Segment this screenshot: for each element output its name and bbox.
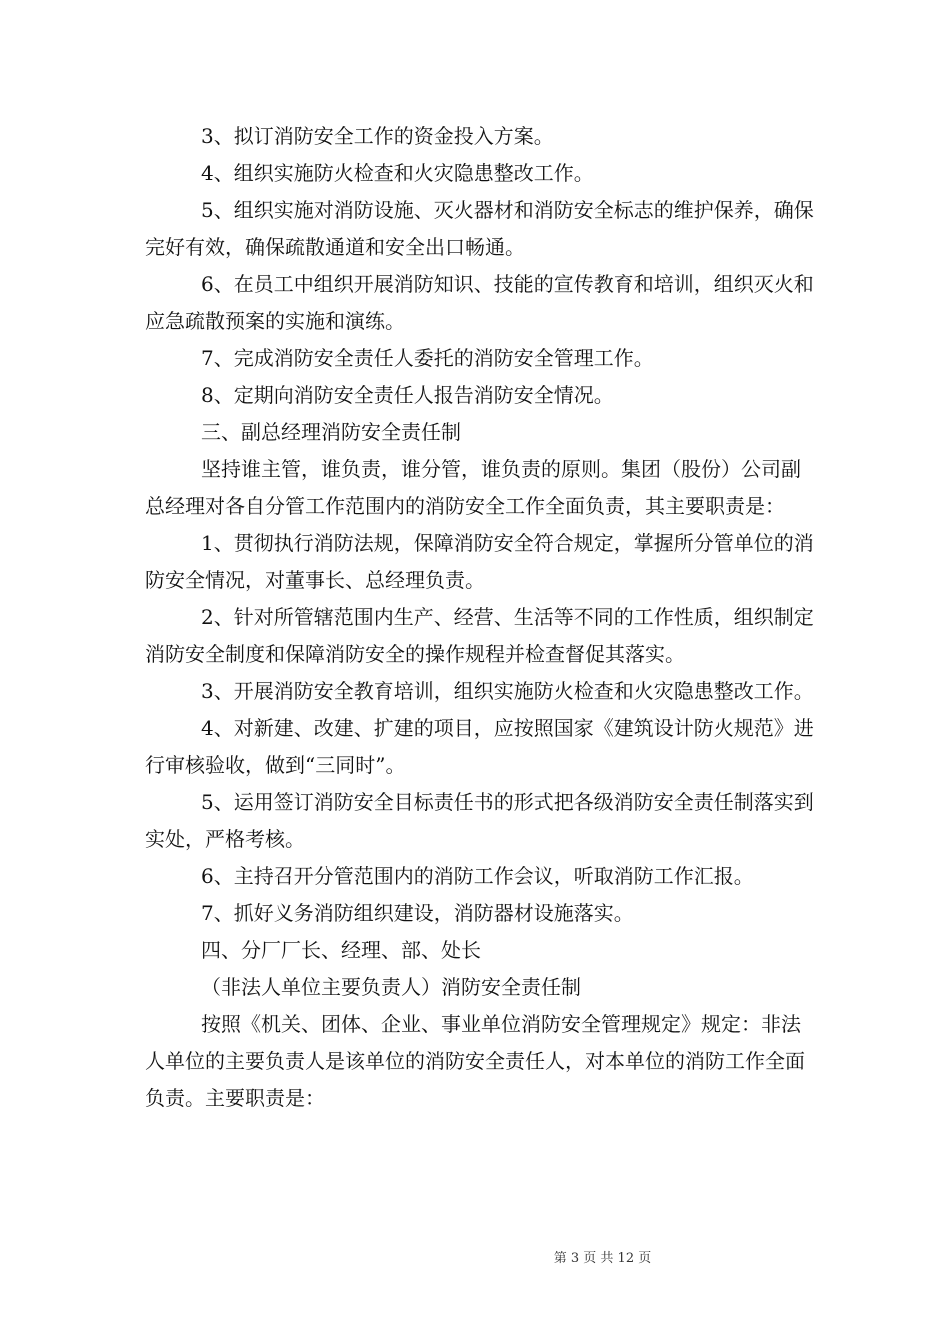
paragraph-3-funding-plan: 3、拟订消防安全工作的资金投入方案。 bbox=[201, 124, 554, 148]
section-heading-4: 四、分厂厂长、经理、部、处长 bbox=[201, 938, 481, 962]
paragraph-5-maintenance: 5、组织实施对消防设施、灭火器材和消防安全标志的维护保养，确保完好有效，确保疏散通道和安全出口畅通。 bbox=[145, 198, 814, 259]
section-3-item-4: 4、对新建、改建、扩建的项目，应按照国家《建筑设计防火规范》进行审核验收，做到“三同时”。 bbox=[145, 716, 814, 777]
page-footer bbox=[0, 1247, 950, 1266]
document-body bbox=[145, 118, 820, 1117]
paragraph-8-reporting: 8、定期向消防安全责任人报告消防安全情况。 bbox=[201, 383, 614, 407]
section-3-intro: 坚持谁主管，谁负责，谁分管，谁负责的原则。集团（股份）公司副总经理对各自分管工作范围内的消防安全工作全面负责，其主要职责是： bbox=[145, 457, 801, 518]
paragraph-4-fire-inspection: 4、组织实施防火检查和火灾隐患整改工作。 bbox=[201, 161, 594, 185]
section-4-intro: 按照《机关、团体、企业、事业单位消防安全管理规定》规定：非法人单位的主要负责人是该单位的消防安全责任人，对本单位的消防工作全面负责。主要职责是： bbox=[145, 1012, 805, 1110]
section-heading-4-subtitle: （非法人单位主要负责人）消防安全责任制 bbox=[201, 975, 581, 999]
section-heading-3: 三、副总经理消防安全责任制 bbox=[201, 420, 461, 444]
page-number-label: 第 3 页 共 12 页 bbox=[553, 1251, 652, 1266]
paragraph-6-training: 6、在员工中组织开展消防知识、技能的宣传教育和培训，组织灭火和应急疏散预案的实施和演练。 bbox=[145, 272, 814, 333]
section-3-item-1: 1、贯彻执行消防法规，保障消防安全符合规定，掌握所分管单位的消防安全情况，对董事长、总经理负责。 bbox=[145, 531, 814, 592]
section-3-item-7: 7、抓好义务消防组织建设，消防器材设施落实。 bbox=[201, 901, 634, 925]
section-3-item-2: 2、针对所管辖范围内生产、经营、生活等不同的工作性质，组织制定消防安全制度和保障消防安全的操作规程并检查督促其落实。 bbox=[145, 605, 814, 666]
paragraph-7-delegated-work: 7、完成消防安全责任人委托的消防安全管理工作。 bbox=[201, 346, 654, 370]
section-3-item-6: 6、主持召开分管范围内的消防工作会议，听取消防工作汇报。 bbox=[201, 864, 754, 888]
section-3-item-3: 3、开展消防安全教育培训，组织实施防火检查和火灾隐患整改工作。 bbox=[201, 679, 814, 703]
section-3-item-5: 5、运用签订消防安全目标责任书的形式把各级消防安全责任制落实到实处，严格考核。 bbox=[145, 790, 814, 851]
